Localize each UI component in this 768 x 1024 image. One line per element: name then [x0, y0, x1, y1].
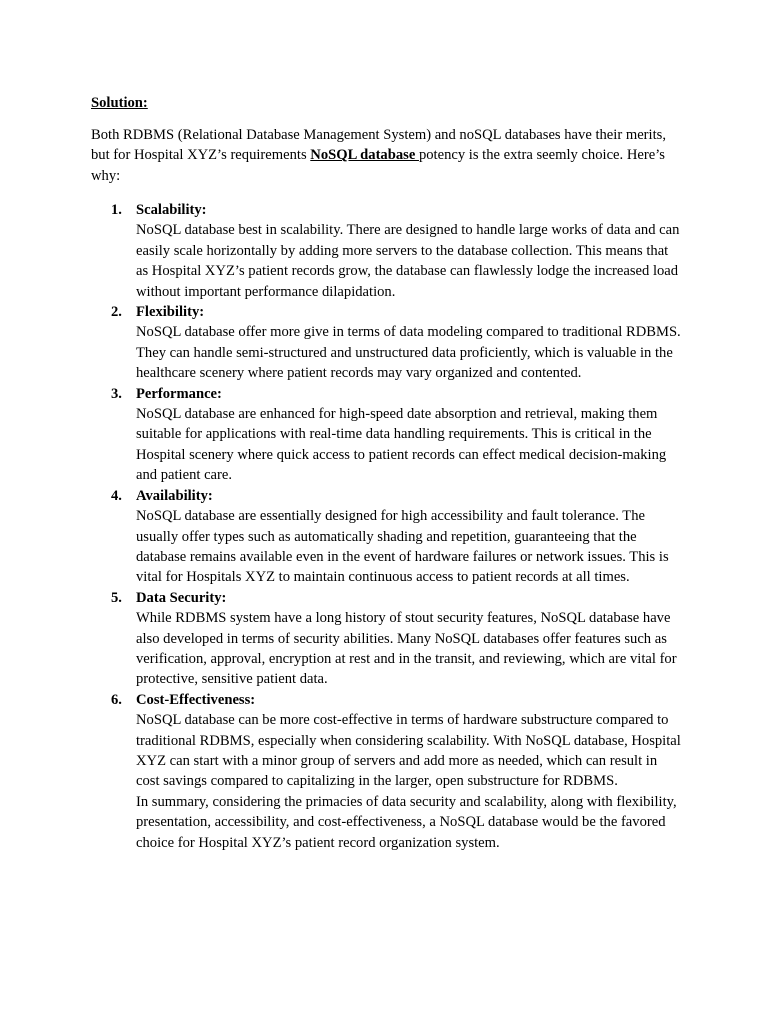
solution-heading: Solution:: [91, 95, 148, 111]
item-title: Performance:: [136, 385, 222, 402]
item-title: Availability:: [136, 487, 213, 504]
item-body: While RDBMS system have a long history of stout security features, NoSQL database have also developed in terms of security abilities. Many NoSQL databases offer features such as verification, approval, encryption at rest and in the transit, and reviewing, which are vital for protective, sensitive patient data.: [136, 610, 677, 688]
item-body: NoSQL database are enhanced for high-speed date absorption and retrieval, making them suitable for applications with real-time data handling requirements. This is critical in the Hospital scenery where quick access to patient records can effect medical decision-making and patient care.: [136, 406, 667, 484]
list-item-cost-effectiveness: [91, 690, 691, 853]
summary-paragraph: In summary, considering the primacies of data security and scalability, along with flexibility, presentation, accessibility, and cost-effectiveness, a NoSQL database would be the favored choice for Hospital XYZ’s patient record organization system.: [136, 793, 677, 851]
intro-paragraph: [91, 125, 671, 186]
intro-emphasis: NoSQL database: [310, 147, 419, 164]
list-item-performance: [91, 384, 691, 486]
item-body: NoSQL database are essentially designed for high accessibility and fault tolerance. The usually offer types such as automatically shading and repetition, guaranteeing that the database remains available even in the event of hardware failures or network issues. This is vital for Hospitals XYZ to maintain continuous access to patient records at all times.: [136, 508, 669, 586]
list-item-availability: [91, 486, 691, 588]
item-number: 4.: [111, 487, 122, 504]
intro-text-start: Both RDBMS (Relational Database Management System) and noSQL databases have their merits, but for Hospital XYZ’s requirements: [91, 127, 666, 164]
item-number: 1.: [111, 202, 122, 218]
list-item-flexibility: [91, 302, 691, 384]
item-body: NoSQL database best in scalability. There are designed to handle large works of data and can easily scale horizontally by adding more servers to the database collection. This means that as Hospital XYZ’s patient records grow, the database can flawlessly lodge the increased load without important performance dilapidation.: [136, 222, 680, 300]
item-title: Flexibility:: [136, 304, 205, 321]
intro-text-end: potency is the extra seemly choice. Here’s why:: [91, 147, 665, 184]
item-body: NoSQL database offer more give in terms of data modeling compared to traditional RDBMS. They can handle semi-structured and unstructured data proficiently, which is valuable in the healthcare scenery where patient records may vary organized and contented.: [136, 324, 681, 382]
item-title: Data Security:: [136, 589, 227, 606]
item-title: Cost-Effectiveness:: [136, 691, 256, 708]
list-item-data-security: [91, 588, 691, 690]
item-number: 3.: [111, 385, 122, 402]
item-body: NoSQL database can be more cost-effective in terms of hardware substructure compared to traditional RDBMS, especially when considering scalability. With NoSQL database, Hospital XYZ can start with a minor group of servers and add more as needed, which can result in cost savings compared to capitalizing in the larger, open substructure for RDBMS.: [136, 712, 681, 790]
item-number: 2.: [111, 304, 122, 321]
item-number: 6.: [111, 691, 122, 708]
reasons-list: [91, 200, 691, 853]
list-item-scalability: [91, 200, 691, 302]
item-number: 5.: [111, 589, 122, 606]
item-title: Scalability:: [136, 202, 207, 218]
